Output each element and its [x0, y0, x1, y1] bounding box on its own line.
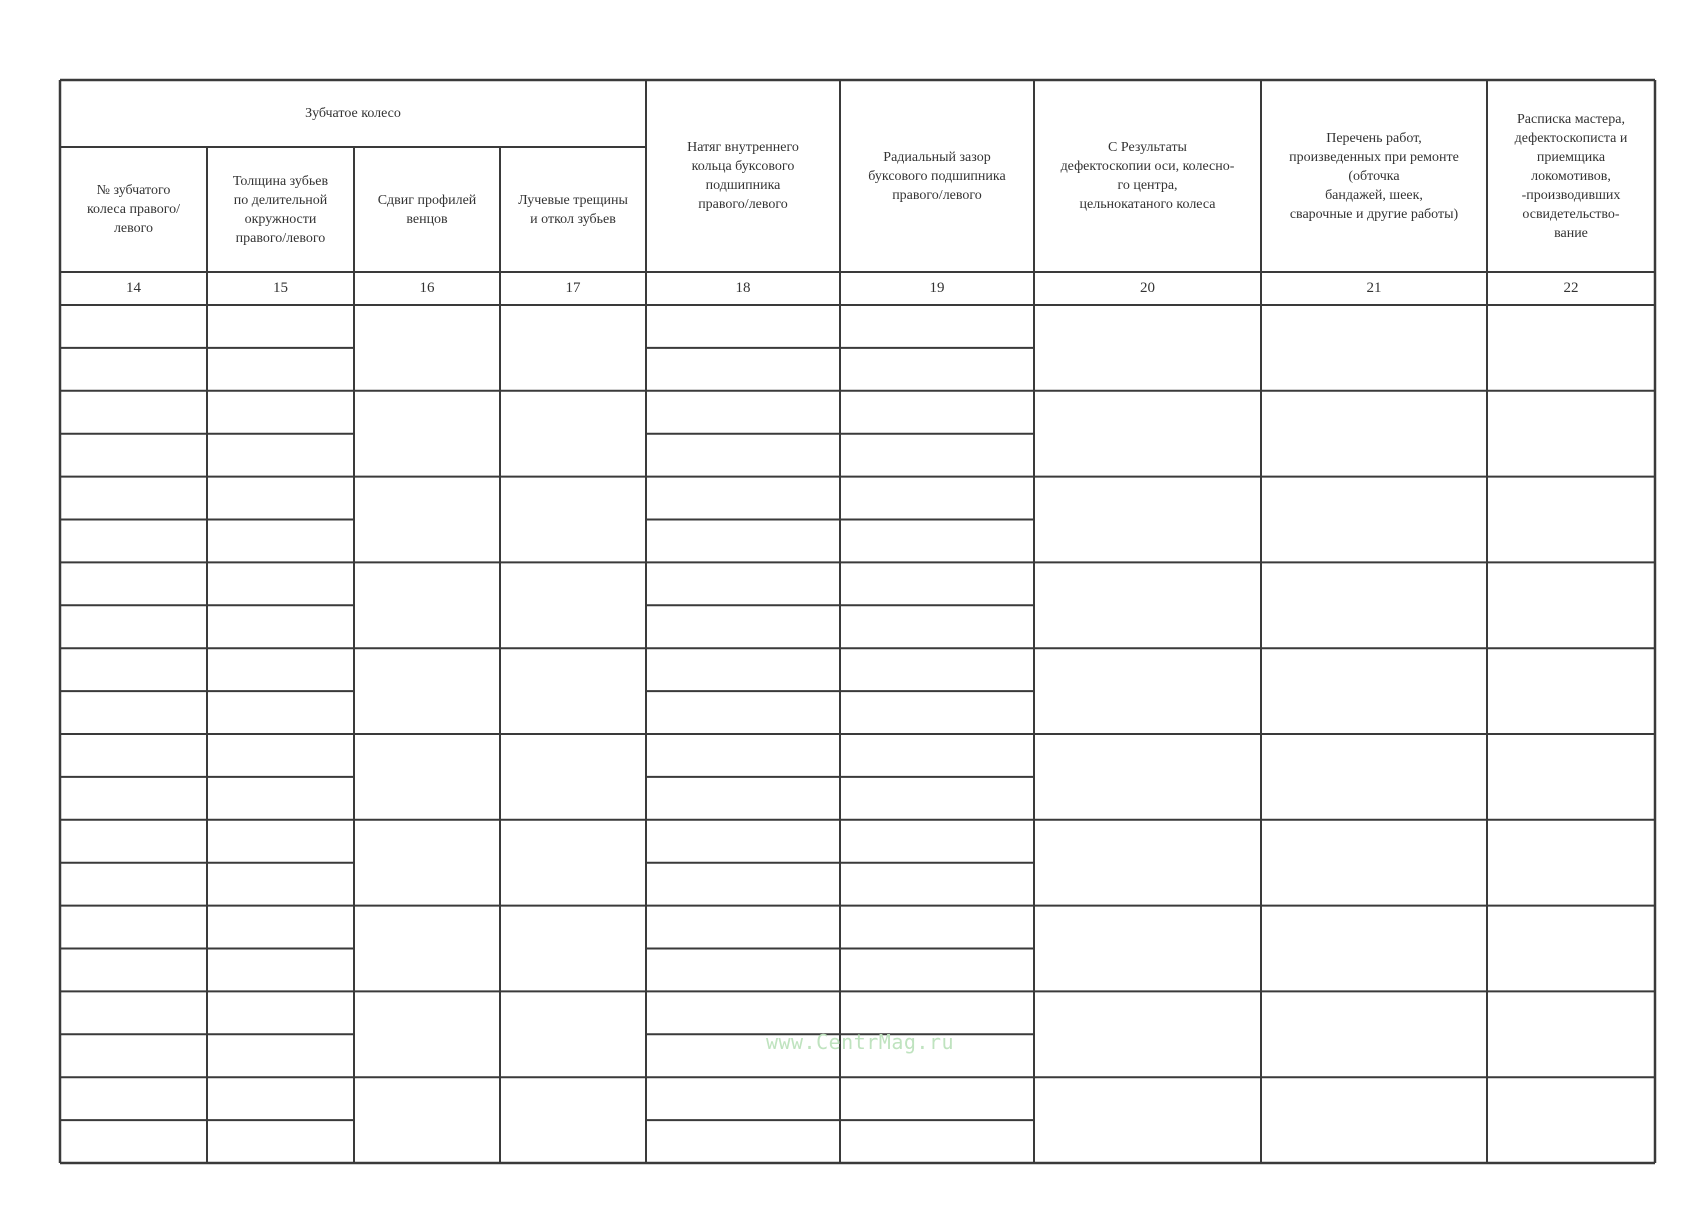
column-header-16: Сдвиг профилей венцов — [377, 192, 477, 227]
column-number-14: 14 — [126, 280, 141, 296]
column-header-15: Толщина зубьев по делительной окружности правого/левого — [232, 173, 329, 246]
column-number-16: 16 — [419, 280, 435, 296]
column-number-19: 19 — [929, 280, 945, 296]
column-header-20: С Результаты дефектоскопии оси, колесно- го центра, цельнокатаного колеса — [1060, 140, 1235, 212]
column-number-22: 22 — [1563, 280, 1579, 296]
group-header-gear-wheel: Зубчатое колесо — [305, 106, 401, 121]
column-number-21: 21 — [1366, 280, 1382, 296]
column-header-17: Лучевые трещины и откол зубьев — [518, 192, 628, 227]
column-header-18: Натяг внутреннего кольца буксового подшипника правого/левого — [687, 140, 799, 212]
column-number-20: 20 — [1140, 280, 1155, 296]
column-header-14: № зубчатого колеса правого/ левого — [86, 183, 181, 236]
column-number-17: 17 — [565, 280, 581, 296]
column-header-21: Перечень работ, произведенных при ремонте (обточка бандажей, шеек, сварочные и другие работы) — [1289, 130, 1459, 222]
watermark: www.CentrMag.ru — [765, 1030, 955, 1054]
column-number-18: 18 — [735, 280, 751, 296]
column-header-22: Расписка мастера, дефектоскописта и приемщика локомотивов, -производивших освидетельство- вание — [1514, 111, 1628, 241]
column-number-15: 15 — [273, 280, 288, 296]
column-header-19: Радиальный зазор буксового подшипника правого/левого — [868, 149, 1006, 203]
